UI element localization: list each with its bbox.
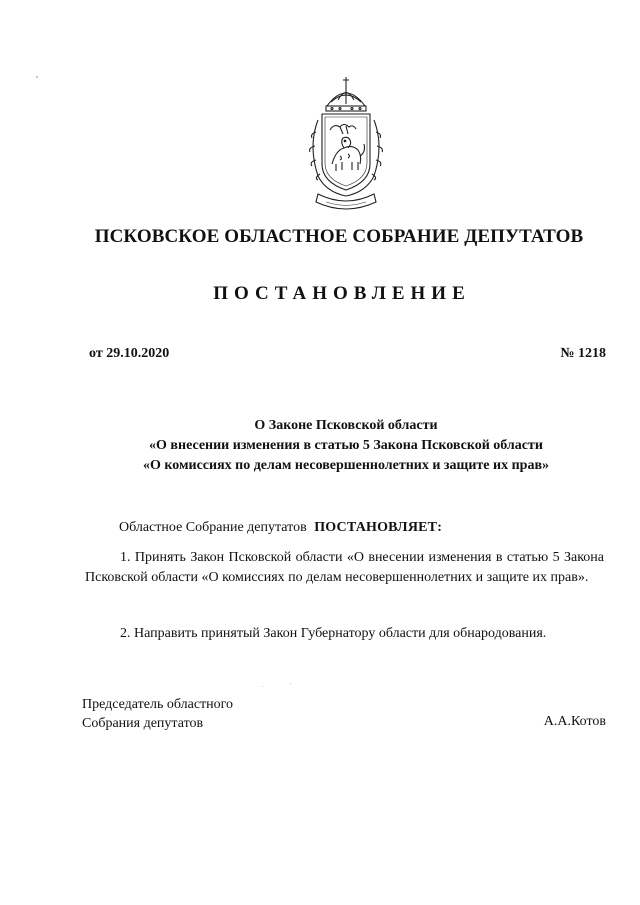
resolution-item-1: 1. Принять Закон Псковской области «О внесении изменения в статью 5 Закона Псковской области «О комиссиях по делам несовершеннолетних и защите их прав». [85, 550, 604, 585]
signatory-position [82, 695, 233, 733]
resolution-intro [119, 520, 442, 536]
signatory-position-line-1: Председатель областного [82, 697, 234, 712]
document-type-heading: ПОСТАНОВЛЕНИЕ [213, 283, 471, 304]
document-subject [0, 416, 640, 476]
pskov-coat-of-arms-icon [296, 76, 396, 214]
resolution-verb: ПОСТАНОВЛЯЕТ: [314, 520, 443, 535]
resolution-intro-text: Областное Собрание депутатов [119, 520, 307, 535]
subject-line-3: «О комиссиях по делам несовершеннолетних и защите их прав» [142, 458, 549, 473]
organization-title: ПСКОВСКОЕ ОБЛАСТНОЕ СОБРАНИЕ ДЕПУТАТОВ [94, 226, 584, 247]
subject-line-2: «О внесении изменения в статью 5 Закона Псковской области [149, 438, 543, 453]
resolution-item-2: 2. Направить принятый Закон Губернатору области для обнародования. [120, 626, 547, 641]
scan-speck [36, 76, 38, 78]
scan-speck [262, 686, 263, 687]
document-number: № 1218 [560, 346, 606, 361]
subject-line-1: О Законе Псковской области [254, 418, 438, 433]
signatory-name: А.А.Котов [543, 714, 606, 729]
document-date: от 29.10.2020 [89, 346, 170, 361]
scan-speck [290, 683, 291, 684]
signatory-position-line-2: Собрания депутатов [82, 716, 204, 731]
